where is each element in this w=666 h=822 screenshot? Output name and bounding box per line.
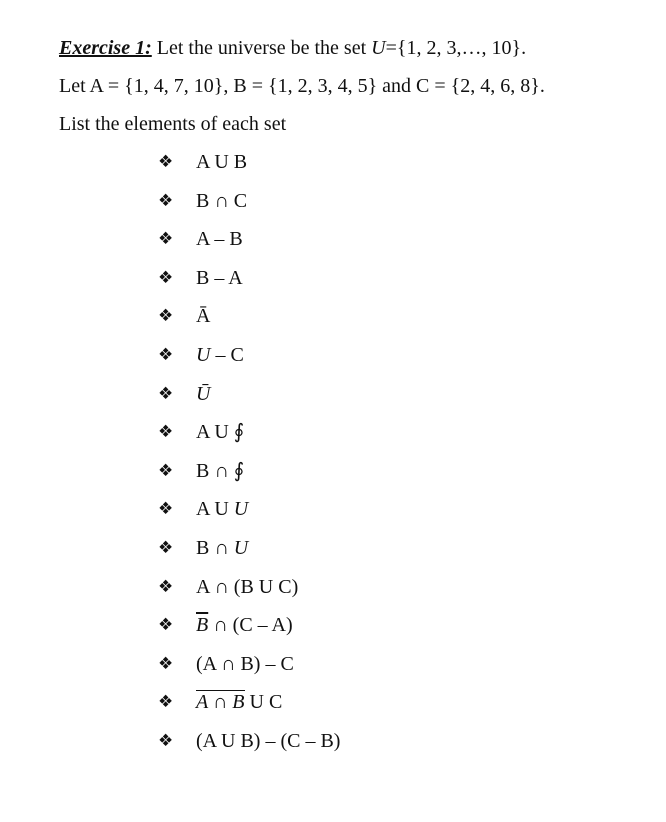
intro-line-3: List the elements of each set: [59, 113, 287, 135]
diamond-bullet-icon: ❖: [158, 653, 174, 674]
set-expression: Ā: [196, 305, 211, 328]
intro-line-2: Let A = {1, 4, 7, 10}, B = {1, 2, 3, 4, 5} and C = {2, 4, 6, 8}.: [59, 75, 545, 97]
diamond-bullet-icon: ❖: [158, 267, 174, 288]
intro-text-1: Let the universe be the set: [151, 37, 372, 59]
diamond-bullet-icon: ❖: [158, 383, 174, 404]
diamond-bullet-icon: ❖: [158, 306, 174, 327]
set-expression: (A ∩ B) – C: [196, 652, 294, 675]
list-item: [158, 149, 340, 188]
list-item: [158, 226, 340, 265]
set-expression: $\overline{B}$ ∩ (C – A): [196, 614, 293, 637]
list-item: [158, 419, 340, 458]
set-expression: A ∩ B U C: [196, 691, 283, 714]
list-item: [158, 188, 340, 227]
diamond-bullet-icon: ❖: [158, 499, 174, 520]
diamond-bullet-icon: ❖: [158, 460, 174, 481]
intro-line-1: [59, 36, 526, 60]
exercise-label: Exercise 1:: [59, 37, 152, 59]
list-item: [158, 574, 340, 613]
set-expression: B ∩ C: [196, 189, 248, 212]
list-item: [158, 612, 340, 651]
universe-value: ={1, 2, 3,…, 10}.: [385, 37, 527, 59]
diamond-bullet-icon: ❖: [158, 190, 174, 211]
list-item: [158, 496, 340, 535]
set-expression: A ∩ (B U C): [196, 575, 299, 598]
list-item: [158, 728, 340, 767]
diamond-bullet-icon: ❖: [158, 422, 174, 443]
diamond-bullet-icon: ❖: [158, 615, 174, 636]
set-expression: B ∩ U: [196, 536, 249, 559]
set-expression: U – C: [196, 343, 244, 366]
list-item: [158, 651, 340, 690]
set-expression: A – B: [196, 228, 243, 251]
list-item: [158, 535, 340, 574]
diamond-bullet-icon: ❖: [158, 152, 174, 172]
set-expression: B ∩ ∮: [196, 459, 245, 482]
set-expression: Ū: [196, 382, 211, 405]
set-expression: (A U B) – (C – B): [196, 729, 341, 752]
diamond-bullet-icon: ❖: [158, 692, 174, 713]
universe-symbol: U: [371, 37, 386, 59]
list-item: [158, 689, 340, 728]
diamond-bullet-icon: ❖: [158, 730, 174, 751]
diamond-bullet-icon: ❖: [158, 229, 174, 250]
diamond-bullet-icon: ❖: [158, 576, 174, 597]
set-expression: B – A: [196, 266, 243, 289]
list-item: [158, 265, 340, 304]
list-item: [158, 381, 340, 420]
list-item: [158, 303, 340, 342]
diamond-bullet-icon: ❖: [158, 537, 174, 558]
set-expression: A U ∮: [196, 421, 245, 444]
set-expression: A U B: [196, 151, 248, 173]
list-item: [158, 342, 340, 381]
list-item: [158, 458, 340, 497]
diamond-bullet-icon: ❖: [158, 344, 174, 365]
set-expression-list: [158, 149, 340, 767]
set-expression: A U U: [196, 498, 249, 521]
